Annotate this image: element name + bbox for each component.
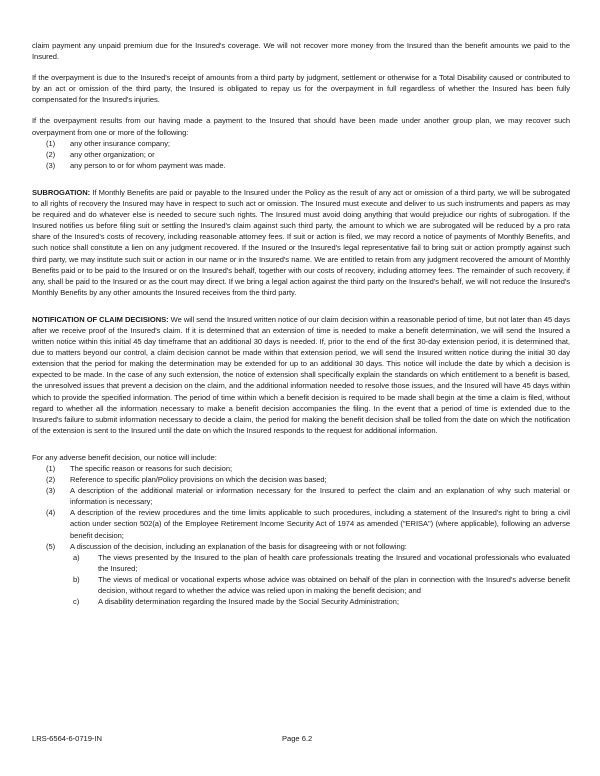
list-marker: (1) [46, 138, 56, 148]
paragraph-adverse-benefit-intro: For any adverse benefit decision, our notice will include: [32, 452, 217, 462]
list-marker: (2) [46, 149, 56, 159]
section-body-notification: We will send the Insured written notice of our claim decision within a reasonable period of time, but not later than 45 days after we receive proof of the Insured's claim. If it is determined that an extension of time is needed to make a benefit determination, we will send the Insured a written notice within this initial 45 day timeframe that an additional 30 days is needed. If, prior to the end of the first 30-day extension period, it is determined that, due to matters beyond our control, a claim decision cannot be made within that extension period, we will send the Insured written notice during the initial 30 day extension that the period for making the determination may be extended for up to an additional 30 days. This notice will include the date by which a decision is expected to be made. In the case of any such extension, the notice of extension shall specifically explain the standards on which entitlement to a benefit is based, the unresolved issues that prevent a decision on the claim, and the additional information needed to resolve those issues, and the Insured will have 45 days within which to provide the specified information. The period of time within which a benefit decision is required to be made shall begin at the time a claim is filed, without regard to whether all the information necessary to make a benefit decision accompanies the filing. In the event that a period of time is extended due to the Insured's failure to submit information necessary to decide a claim, the period for making the benefit decision shall be tolled from the date on which the notification of the extension is sent to the Insured until the date on which the Insured responds to the request for additional information. [32, 314, 570, 435]
sublist-marker: b) [73, 574, 80, 584]
paragraph-claim-payment: claim payment any unpaid premium due for the Insured's coverage. We will not recover more money from the Insured than the benefit amounts we paid to the Insured. [32, 41, 570, 62]
list-marker: (4) [46, 508, 56, 518]
list-marker: (1) [46, 464, 56, 473]
list-marker: (3) [46, 486, 56, 496]
sublist-item-text: The views of medical or vocational experts whose advice was obtained on behalf of the plan in connection with the Insured's adverse benefit decision, without regard to whether the advice was relied upon in making the benefit decision; and [98, 574, 570, 596]
list-item [32, 149, 570, 160]
section-body-subrogation: If Monthly Benefits are paid or payable to the Insured under the Policy as the result of any act or omission of a third party, we will be subrogated to all rights of recovery the Insured may have in respect to such act or omission. The Insured must execute and deliver to us such instruments and papers as may be required and do whatever else is needed to secure such rights. The Insured must avoid doing anything that would prejudice our rights of subrogation. If the Insured notifies us before filing suit or settling the Insured's claim against such third party, the amount to which we are subrogated will be reduced by a pro rata share of the Insured's costs of recovery, including reasonable attorney fees. If suit or action is filed, we may record a notice of payments of Monthly Benefits, and such notice shall constitute a lien on any judgment recovered. If the Insured or the Insured's legal representative fail to bring suit or action promptly against such third party, we may institute such suit or action in our name or in the Insured's name. We are entitled to retain from any judgment recovered the amount of Monthly Benefits paid or to be paid to the Insured or on the Insured's behalf, together with our costs of recovery, including attorney fees. The remainder of such recovery, if any, shall be paid to the Insured or as the court may direct. If we bring a legal action against the third party on the Insured's behalf, we will not reduce the Insured's Monthly Benefits by any other amounts the Insured receives from the third party. [32, 187, 570, 297]
overpayment-recovery-list [32, 138, 570, 171]
sublist-item [70, 596, 570, 607]
adverse-benefit-notice-list [32, 463, 570, 607]
paragraph-overpayment-third-party: If the overpayment is due to the Insured's receipt of amounts from a third party by judgment, settlement or otherwise for a Total Disability caused or contributed to by an act or omission of the third party, the Insured is obligated to repay us for the overpayment in full regardless of whether the Insured has been fully compensated for the Insured's injuries. [32, 73, 570, 105]
list-item [32, 474, 570, 485]
list-item [32, 507, 570, 540]
list-item [32, 160, 570, 171]
section-heading-notification: NOTIFICATION OF CLAIM DECISIONS: [32, 314, 169, 324]
section-heading-subrogation: SUBROGATION: [32, 187, 91, 197]
sublist-item [70, 552, 570, 574]
list-item-text: The specific reason or reasons for such decision; [70, 464, 233, 473]
list-item-text: A description of the additional material or information necessary for the Insured to perfect the claim and an explanation of why such material or information is necessary; [70, 486, 570, 507]
list-item-text: Reference to specific plan/Policy provisions on which the decision was based; [70, 475, 327, 485]
list-item-text: A discussion of the decision, including an explanation of the basis for disagreeing with or not following: [70, 541, 407, 551]
list-item [32, 541, 570, 608]
list-item [32, 485, 570, 507]
page-footer [32, 733, 570, 747]
list-item [32, 463, 570, 474]
sublist-item [70, 574, 570, 596]
document-form-code: LRS-6564-6-0719-IN [32, 734, 102, 743]
list-item-text: any person to or for whom payment was made. [70, 160, 226, 170]
sublist-marker: a) [73, 552, 80, 562]
adverse-benefit-notice-sublist [70, 552, 570, 607]
list-item-text: A description of the review procedures and the time limits applicable to such procedures, including a statement of the Insured's right to bring a civil action under section 502(a) of the Employee Retirement Income Security Act of 1974 as amended ("ERISA") (where applicable), following an adverse benefit decision; [70, 508, 570, 540]
list-item-text: any other insurance company; [70, 138, 170, 148]
list-marker: (5) [46, 541, 56, 551]
sublist-item-text: The views presented by the Insured to the plan of health care professionals treating the Insured and vocational professionals who evaluated the Insured; [98, 552, 570, 573]
sublist-marker: c) [73, 597, 80, 607]
page-number: Page 6.2 [282, 734, 313, 743]
sublist-item-text: A disability determination regarding the Insured made by the Social Security Administration; [98, 597, 399, 607]
list-item [32, 138, 570, 149]
list-item-text: any other organization; or [70, 149, 155, 159]
section-subrogation [32, 187, 570, 298]
list-marker: (2) [46, 475, 56, 485]
section-notification-of-claim-decisions [32, 314, 570, 436]
document-body [32, 40, 570, 617]
paragraph-overpayment-group-plan: If the overpayment results from our having made a payment to the Insured that should have been made under another group plan, we may recover such overpayment from one or more of the following: [32, 116, 570, 137]
list-marker: (3) [46, 160, 56, 170]
